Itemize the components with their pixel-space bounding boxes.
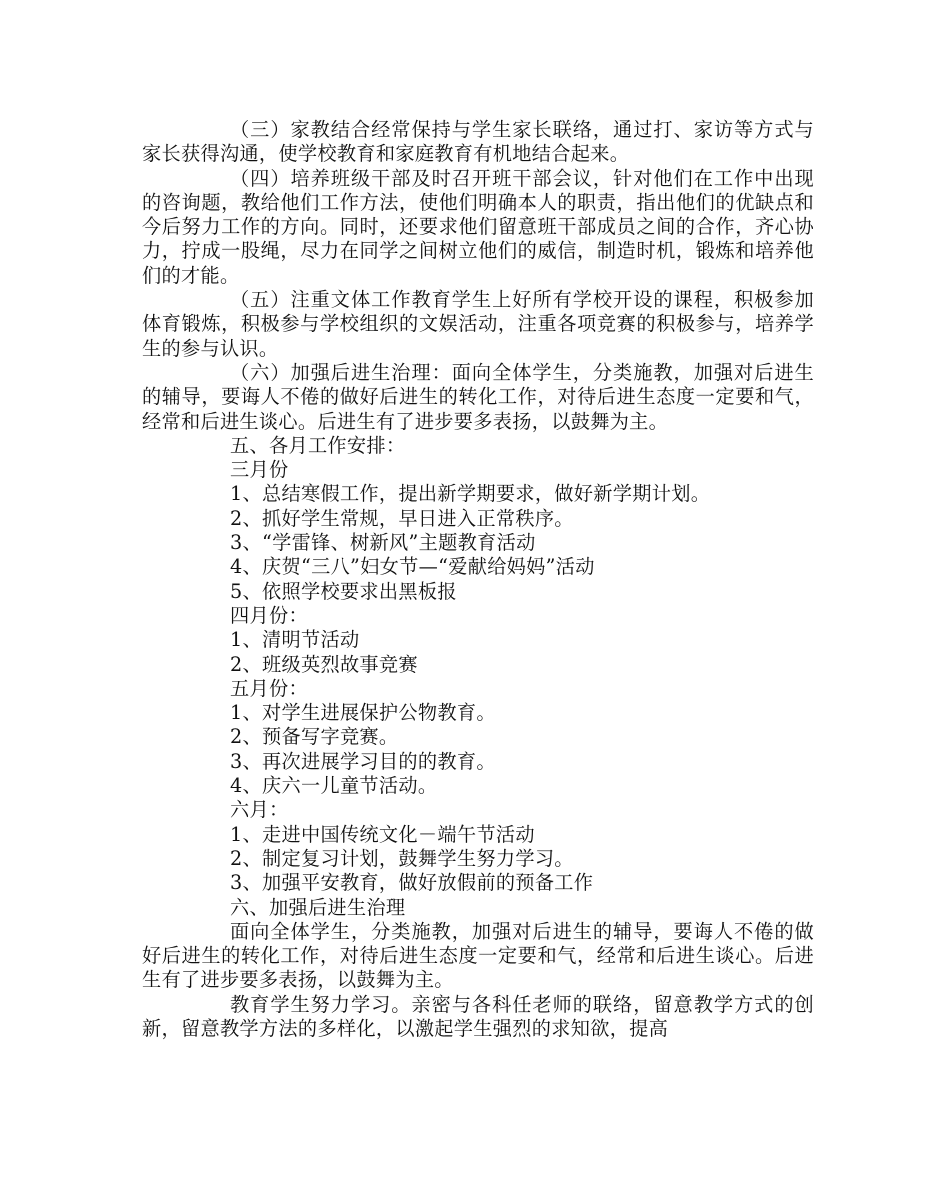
list-item: 2、抓好学生常规，早日进入正常秩序。 (230, 506, 574, 530)
list-item: 1、对学生进展保护公物教育。 (230, 701, 496, 725)
list-item: 1、总结寒假工作，提出新学期要求，做好新学期计划。 (230, 482, 711, 506)
list-item: 3、加强平安教育，做好放假前的预备工作 (230, 871, 594, 895)
section-heading-underachievers: 六、加强后进生治理 (230, 895, 406, 919)
paragraph-culture-sports: （五）注重文体工作教育学生上好所有学校开设的课程，积极参加体育锻炼，积极参与学校组织的文娱活动，注重各项竞赛的积极参与，培养学生的参与认识。 (142, 288, 814, 360)
document-page (142, 118, 814, 1041)
month-title-may: 五月份： (230, 676, 308, 700)
list-item: 4、庆贺“三八”妇女节—“爱献给妈妈”活动 (230, 555, 595, 579)
list-item: 1、走进中国传统文化－端午节活动 (230, 822, 535, 846)
section-heading-monthly-schedule: 五、各月工作安排： (230, 433, 406, 457)
month-title-april: 四月份： (230, 603, 308, 627)
list-item: 3、再次进展学习目的的教育。 (230, 749, 496, 773)
list-item: 1、清明节活动 (230, 628, 360, 652)
list-item: 2、制定复习计划，鼓舞学生努力学习。 (230, 846, 574, 870)
paragraph-home-school: （三）家教结合经常保持与学生家长联络，通过打、家访等方式与家长获得沟通，使学校教育和家庭教育有机地结合起来。 (142, 118, 814, 166)
month-title-march: 三月份 (230, 458, 289, 482)
list-item: 5、依照学校要求出黑板报 (230, 579, 457, 603)
list-item: 4、庆六一儿童节活动。 (230, 774, 438, 798)
month-title-june: 六月： (230, 798, 289, 822)
paragraph-underachievers: （六）加强后进生治理：面向全体学生，分类施教，加强对后进生的辅导，要诲人不倦的做好后进生的转化工作，对待后进生态度一定要和气，经常和后进生谈心。后进生有了进步要多表扬，以鼓舞为主。 (142, 360, 814, 433)
paragraph-all-students: 面向全体学生，分类施教，加强对后进生的辅导，要诲人不倦的做好后进生的转化工作，对待后进生态度一定要和气，经常和后进生谈心。后进生有了进步要多表扬，以鼓舞为主。 (142, 919, 814, 992)
list-item: 3、“学雷锋、树新风”主题教育活动 (230, 531, 536, 555)
paragraph-study-hard: 教育学生努力学习。亲密与各科任老师的联络，留意教学方式的创新，留意教学方法的多样化，以激起学生强烈的求知欲，提高 (142, 992, 814, 1040)
paragraph-class-cadres: （四）培养班级干部及时召开班干部会议，针对他们在工作中出现的咨询题，教给他们工作方法，使他们明确本人的职责，指出他们的优缺点和今后努力工作的方向。同时，还要求他们留意班干部成员之间的合作，齐心协力，拧成一股绳，尽力在同学之间树立他们的威信，制造时机，锻炼和培养他们的才能。 (142, 166, 814, 287)
list-item: 2、预备写字竞赛。 (230, 725, 399, 749)
list-item: 2、班级英烈故事竞赛 (230, 652, 418, 676)
